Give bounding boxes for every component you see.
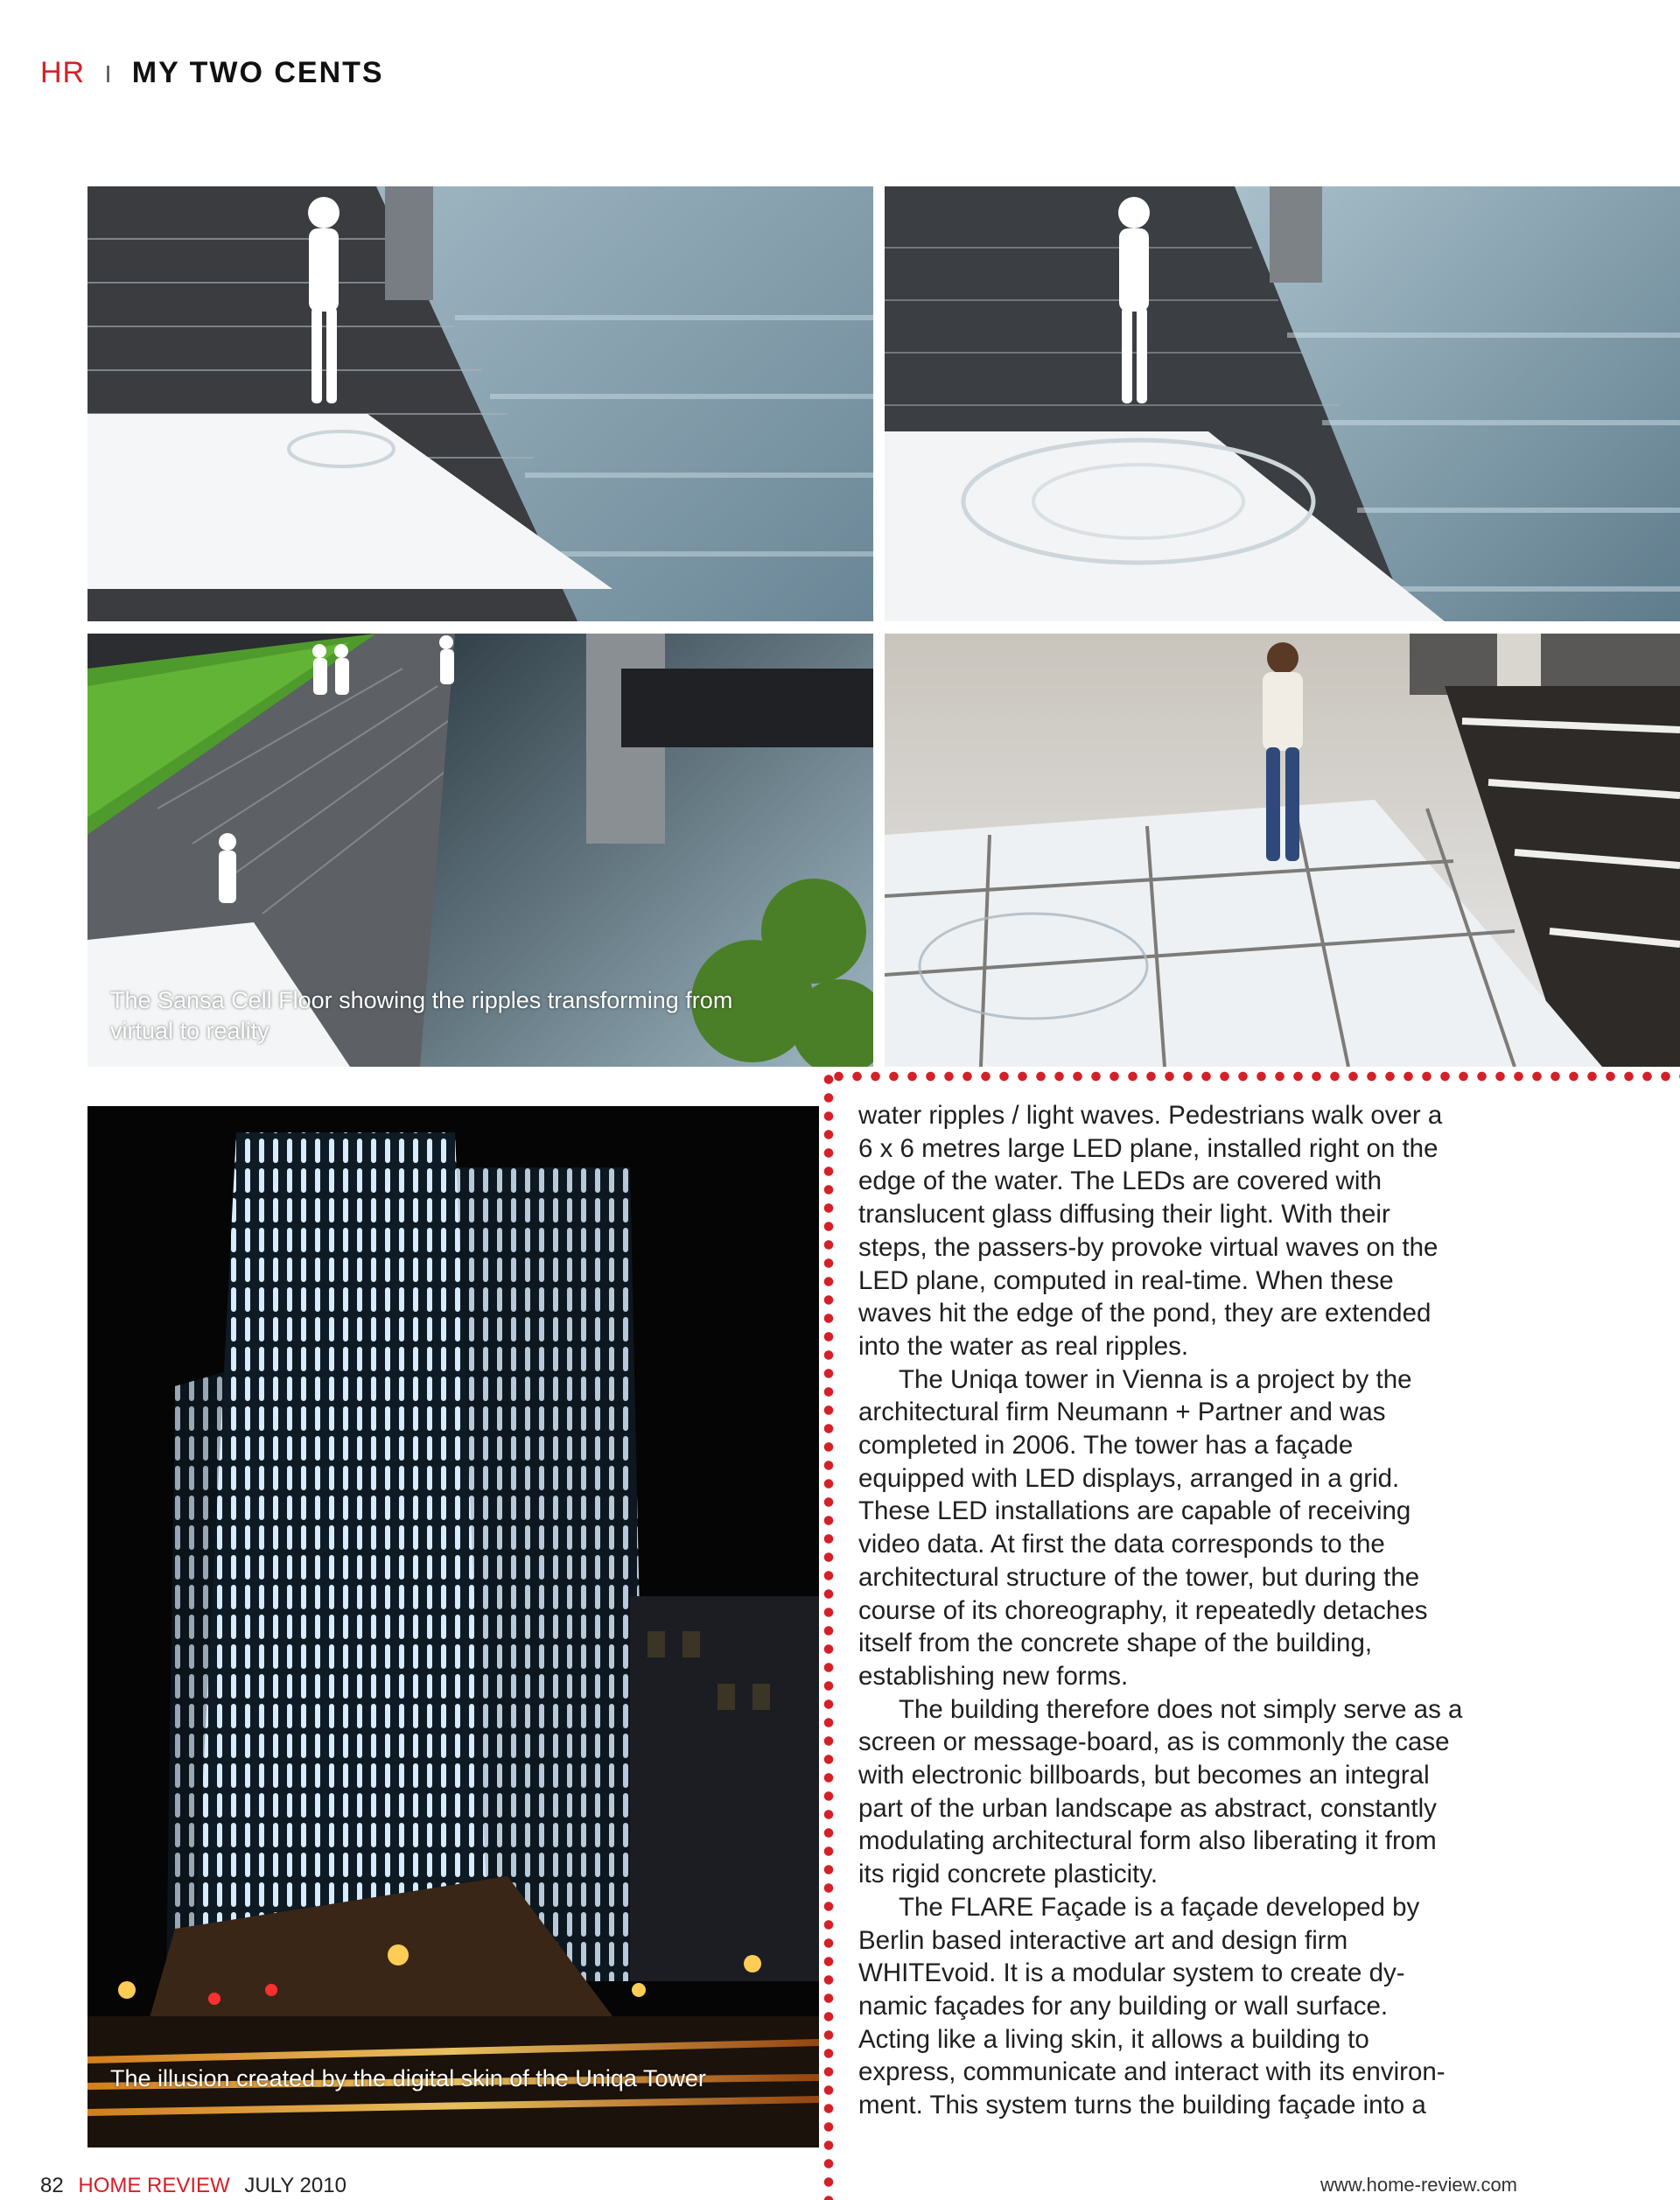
sansa-render-1-graphic [88, 186, 873, 621]
text-line: establishing new forms. [858, 1661, 1129, 1691]
text-line: architectural structure of the tower, but during the [858, 1562, 1420, 1592]
text-line: part of the urban landscape as abstract, constantly [858, 1793, 1437, 1823]
text-line: video data. At first the data corresponds to the [858, 1530, 1385, 1559]
text-line: The Uniqa tower in Vienna is a project by the [899, 1364, 1412, 1394]
text-line: ment. This system turns the building façade into a [858, 2091, 1426, 2120]
section-label: HR [40, 56, 86, 89]
sansa-caption-line-1: The Sansa Cell Floor showing the ripples transforming from [110, 987, 733, 1013]
text-line: 6 x 6 metres large LED plane, installed right on the [858, 1133, 1438, 1163]
text-line: into the water as real ripples. [858, 1331, 1189, 1361]
paragraph-3 [858, 1693, 1520, 1891]
text-line: equipped with LED displays, arranged in a grid. [858, 1463, 1400, 1493]
dotted-rule-vertical [822, 1070, 835, 2200]
text-line: steps, the passers-by provoke virtual waves on the [858, 1232, 1438, 1262]
text-line: waves hit the edge of the pond, they are extended [858, 1299, 1432, 1328]
article-body [858, 1099, 1520, 2122]
website-link[interactable]: www.home-review.com [1320, 2174, 1517, 2196]
text-line: These LED installations are capable of receiving [858, 1496, 1411, 1526]
text-line: namic façades for any building or wall surface. [858, 1991, 1389, 2021]
uniqa-tower-graphic [88, 1106, 819, 2147]
paragraph-4 [858, 1891, 1520, 2122]
header-separator: I [104, 60, 113, 88]
text-line: with electronic billboards, but becomes an integral [858, 1761, 1430, 1790]
text-line: architectural firm Neumann + Partner and was [858, 1398, 1386, 1427]
sansa-caption [110, 985, 828, 1047]
paragraph-2 [858, 1363, 1520, 1693]
sansa-photo-graphic [885, 634, 1680, 1067]
text-line: translucent glass diffusing their light. With their [858, 1200, 1390, 1230]
uniqa-tower-image [88, 1106, 819, 2147]
section-title: MY TWO CENTS [131, 56, 384, 89]
text-line: modulating architectural form also liberating it from [858, 1826, 1437, 1856]
text-line: completed in 2006. The tower has a façade [858, 1431, 1354, 1461]
section-header [40, 56, 384, 90]
text-line: itself from the concrete shape of the building, [858, 1629, 1373, 1658]
issue-date: JULY 2010 [244, 2174, 346, 2197]
text-line: edge of the water. The LEDs are covered with [858, 1167, 1382, 1196]
paragraph-1 [858, 1099, 1520, 1363]
sansa-render-2-image [885, 186, 1680, 621]
text-line: The building therefore does not simply serve as a [899, 1694, 1463, 1724]
text-line: WHITEvoid. It is a modular system to create dy- [858, 1958, 1405, 1988]
sansa-render-1-image [88, 186, 873, 621]
text-line: LED plane, computed in real-time. When these [858, 1265, 1394, 1295]
text-line: screen or message-board, as is commonly the case [858, 1727, 1450, 1757]
dotted-rule-horizontal [830, 1070, 1680, 1082]
text-line: The FLARE Façade is a façade developed by [899, 1892, 1420, 1922]
text-line: express, communicate and interact with its environ- [858, 2057, 1446, 2087]
sansa-photo-image [885, 634, 1680, 1067]
page-number: 82 [40, 2174, 64, 2197]
uniqa-caption: The illusion created by the digital skin of the Uniqa Tower [110, 2065, 706, 2091]
text-line: Berlin based interactive art and design firm [858, 1925, 1348, 1955]
sansa-caption-line-2: virtual to reality [110, 1018, 270, 1044]
sansa-render-2-graphic [885, 186, 1680, 621]
text-line: water ripples / light waves. Pedestrians walk over a [858, 1101, 1443, 1130]
page-footer [40, 2174, 346, 2198]
text-line: course of its choreography, it repeatedly detaches [858, 1595, 1428, 1625]
publication-name: HOME REVIEW [78, 2174, 230, 2197]
text-line: its rigid concrete plasticity. [858, 1860, 1158, 1889]
text-line: Acting like a living skin, it allows a building to [858, 2024, 1369, 2054]
